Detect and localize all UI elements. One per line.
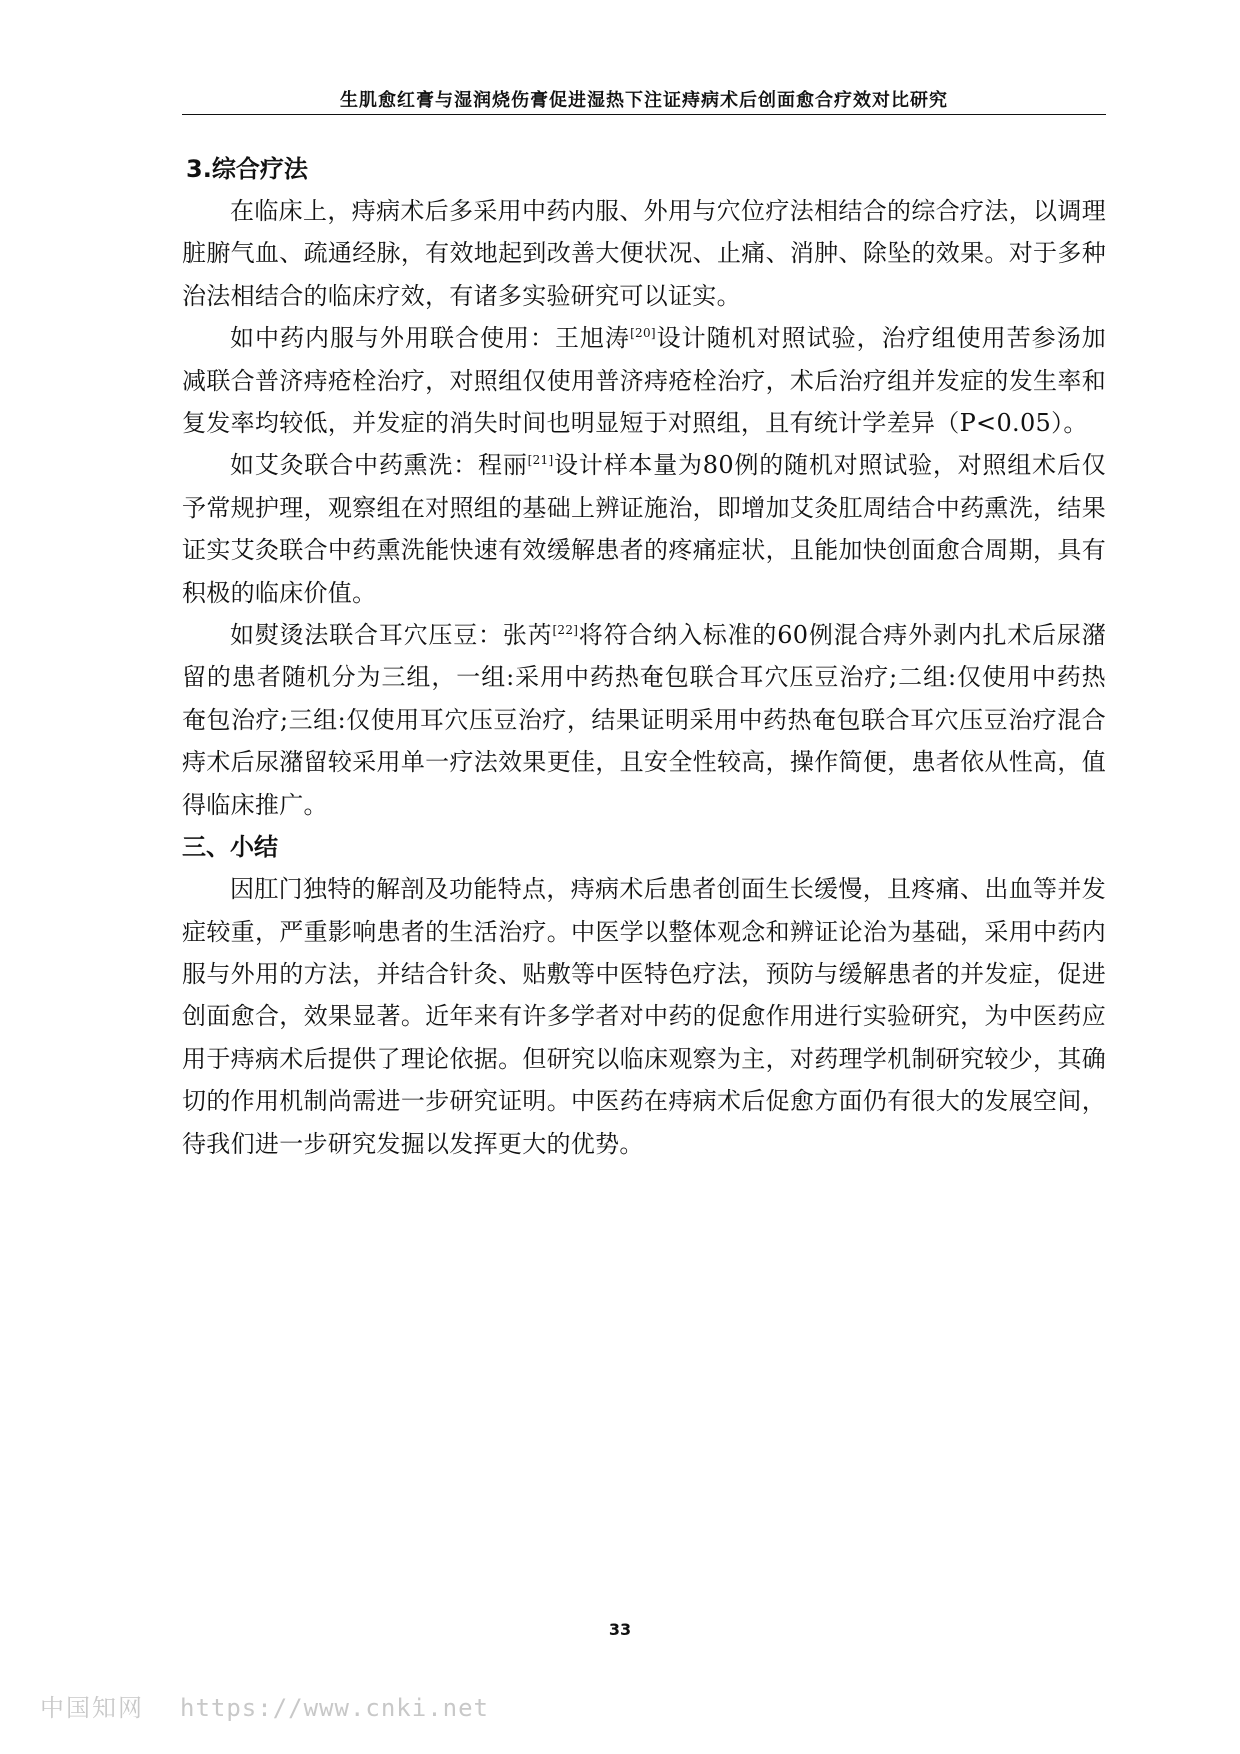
watermark-brand: 中国知网	[40, 1694, 144, 1722]
page-number: 33	[608, 1620, 632, 1639]
citation-ref-21: [21]	[527, 453, 554, 468]
citation-ref-20: [20]	[630, 326, 656, 341]
watermark-url: https://www.cnki.net	[180, 1694, 489, 1722]
running-header-title: 生肌愈红膏与湿润烧伤膏促进湿热下注证痔病术后创面愈合疗效对比研究	[340, 90, 948, 111]
citation-ref-22: [22]	[552, 623, 579, 638]
header-divider	[182, 114, 1106, 115]
paragraph-intro: 在临床上，痔病术后多采用中药内服、外用与穴位疗法相结合的综合疗法，以调理脏腑气血、疏通经脉，有效地起到改善大便状况、止痛、消肿、除坠的效果。对于多种治法相结合的临床疗效，有诸多实验研究可以证实。	[182, 197, 1106, 310]
paragraph-moxibustion: 如艾灸联合中药熏洗：程丽[21]设计样本量为80例的随机对照试验，对照组术后仅予常规护理，观察组在对照组的基础上辨证施治，即增加艾灸肛周结合中药熏洗，结果证实艾灸联合中药熏洗能快速有效缓解患者的疼痛症状，且能加快创面愈合周期，具有积极的临床价值。	[182, 451, 1106, 607]
section-heading-comprehensive-therapy: 3.综合疗法	[186, 155, 308, 183]
cnki-watermark	[40, 1688, 489, 1723]
page-content	[182, 148, 1106, 1165]
section-heading-summary: 三、小结	[182, 833, 278, 862]
paragraph-oral-external: 如中药内服与外用联合使用：王旭涛[20]设计随机对照试验，治疗组使用苦参汤加减联合普济痔疮栓治疗，对照组仅使用普济痔疮栓治疗，术后治疗组并发症的发生率和复发率均较低，并发症的消失时间也明显短于对照组，且有统计学差异（P<0.05）。	[182, 324, 1106, 438]
paragraph-ironing-ear-acupoint: 如熨烫法联合耳穴压豆：张芮[22]将符合纳入标准的60例混合痔外剥内扎术后尿潴留的患者随机分为三组，一组:采用中药热奄包联合耳穴压豆治疗;二组:仅使用中药热奄包治疗;三组:仅使用耳穴压豆治疗，结果证明采用中药热奄包联合耳穴压豆治疗混合痔术后尿潴留较采用单一疗法效果更佳，且安全性较高，操作简便，患者依从性高，值得临床推广。	[182, 621, 1107, 819]
paragraph-summary: 因肛门独特的解剖及功能特点，痔病术后患者创面生长缓慢，且疼痛、出血等并发症较重，严重影响患者的生活治疗。中医学以整体观念和辨证论治为基础，采用中药内服与外用的方法，并结合针灸、贴敷等中医特色疗法，预防与缓解患者的并发症，促进创面愈合，效果显著。近年来有许多学者对中药的促愈作用进行实验研究，为中医药应用于痔病术后提供了理论依据。但研究以临床观察为主，对药理学机制研究较少，其确切的作用机制尚需进一步研究证明。中医药在痔病术后促愈方面仍有很大的发展空间，待我们进一步研究发掘以发挥更大的优势。	[182, 875, 1106, 1158]
